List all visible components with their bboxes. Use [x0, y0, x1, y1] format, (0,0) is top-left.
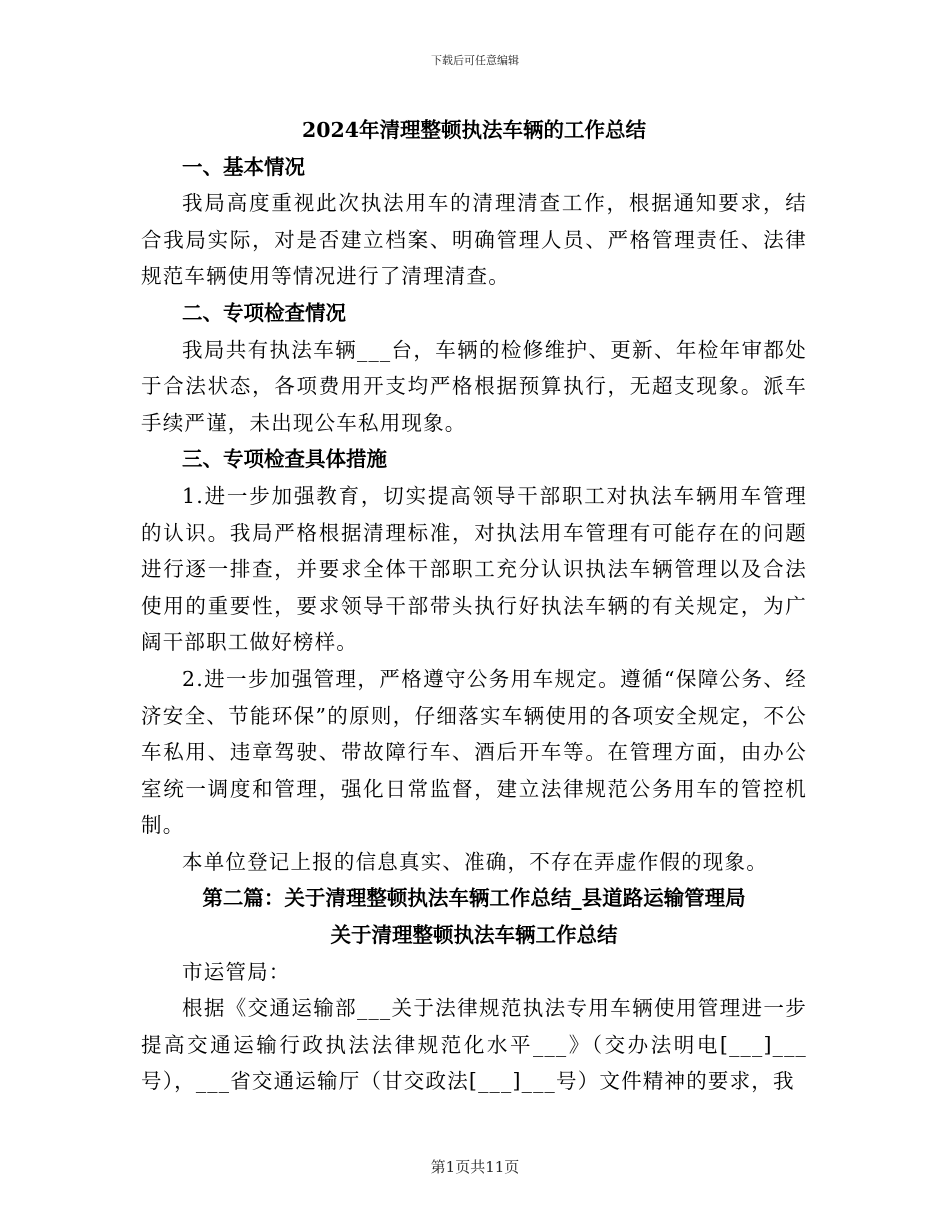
part2-subtitle: 关于清理整顿执法车辆工作总结	[330, 923, 618, 948]
section-heading-basic: 一、基本情况	[182, 154, 305, 179]
document-title: 2024年清理整顿执法车辆的工作总结	[301, 118, 647, 142]
paragraph: 我局共有执法车辆___台，车辆的检修维护、更新、年检年审都处于合法状态，各项费用开支均严格根据预算执行，无超支现象。派车手续严谨，未出现公车私用现象。	[141, 337, 807, 435]
salutation: 市运管局：	[182, 959, 291, 984]
paragraph: 本单位登记上报的信息真实、准确，不存在弄虚作假的现象。	[182, 849, 768, 874]
paragraph: 根据《交通运输部___关于法律规范执法专用车辆使用管理进一步提高交通运输行政执法法律规范化水平___》（交办法明电[___]___号），___省交通运输厅（甘交政法[___]___号）文件精神的要求，我	[141, 996, 807, 1094]
section-heading-inspection: 二、专项检查情况	[182, 300, 346, 325]
section-heading-measures: 三、专项检查具体措施	[182, 447, 387, 472]
paragraph: 1.进一步加强教育，切实提高领导干部职工对执法车辆用车管理的认识。我局严格根据清理标准，对执法用车管理有可能存在的问题进行逐一排查，并要求全体干部职工充分认识执法车辆管理以及合法使用的重要性，要求领导干部带头执行好执法车辆的有关规定，为广阔干部职工做好榜样。	[141, 483, 807, 655]
page-footer: 第1页共11页	[430, 1158, 520, 1176]
paragraph: 我局高度重视此次执法用车的清理清查工作，根据通知要求，结合我局实际，对是否建立档案、明确管理人员、严格管理责任、法律规范车辆使用等情况进行了清理清查。	[141, 191, 807, 289]
document-body	[141, 112, 807, 1100]
page-header: 下载后可任意编辑	[431, 54, 519, 67]
paragraph: 2.进一步加强管理，严格遵守公务用车规定。遵循“保障公务、经济安全、节能环保”的原则，仔细落实车辆使用的各项安全规定，不公车私用、违章驾驶、带故障行车、酒后开车等。在管理方面，由办公室统一调度和管理，强化日常监督，建立法律规范公务用车的管控机制。	[141, 666, 807, 838]
part2-title: 第二篇：关于清理整顿执法车辆工作总结_县道路运输管理局	[202, 886, 746, 911]
